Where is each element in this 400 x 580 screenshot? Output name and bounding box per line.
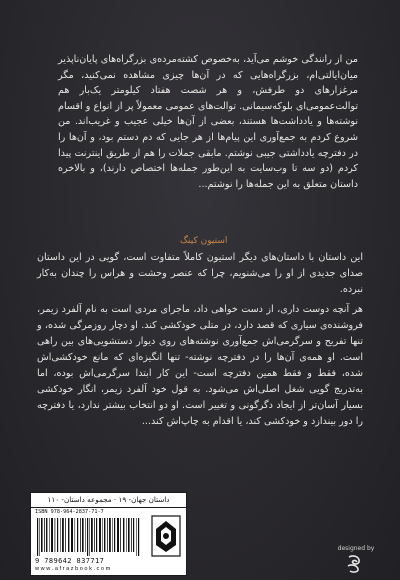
isbn-number: ISBN 978-964-2837-71-7 (35, 509, 104, 515)
author-quote (58, 52, 358, 192)
book-description (37, 250, 363, 434)
barcode-digits: 9 789642 837717 (35, 557, 105, 565)
designed-by-label: designed by (337, 545, 375, 552)
publisher-website: w w w . a f r a z b o o k . c o m (35, 566, 111, 572)
series-info: داستان جهان- ۱۹ · مجموعه داستان- ۱۱۰ (31, 493, 186, 508)
designer-logo-icon (343, 553, 365, 575)
description-paragraph-1: این داستان با داستان‌های دیگر استیون کاملاً متفاوت است، گویی در این داستان صدای جدیدی از او را می‌شنویم، چرا که عنصر وحشت و هراس را چندان به‌کار نبرده. (37, 252, 363, 295)
description-paragraph-2: هر آنچه دوست داری، از دست خواهی داد، ماجرای مردی است به نام آلفرد زیمر، فروشنده‌ی سیاری که قصد دارد، در متلی خودکشی کند. او دچار روزمرگی شده، و تنها تفریح و سرگرمی‌اش جمع‌آوری نوشته‌های روی دیوار دستشویی‌های بین راهی است. او همه‌ی آن‌ها را در دفترچه نوشته- تنها انگیزه‌ای که مانع خودکشی‌اش شده، فقط و فقط همین دفترچه است- این کار ابتدا سرگرمی‌اش بوده، اما به‌تدریج گویی شغل اصلی‌اش می‌شود. به قول خود آلفرد زیمر، انگار خودکشی بسیار آسان‌تر از ایجاد دگرگونی و تغییر است. او دو انتخاب بیشتر ندارد، یا دفترچه را دور بیندازد و خودکشی کند، یا اقدام به چاپ‌اش کند... (37, 304, 363, 427)
author-quote-text: من از رانندگی خوشم می‌آید، به‌خصوص کشته‌مرده‌ی بزرگراه‌های پایان‌ناپذیر میان‌ایالتی‌ام، بزرگراه‌هایی که در آن‌ها چیزی مشاهده نمی‌کنید، مگر مرغزارهای دو طرفش، و هر شصت هفتاد کیلومتر یک‌بار هم توالت‌عمومی‌ای بلوکه‌سیمانی. توالت‌های عمومی معمولاً پر از انواع و اقسام نوشته‌ها و یادداشت‌ها هستند، بعضی از آن‌ها خیلی عجیب و غریب‌اند. من شروع کردم به جمع‌آوری این پیام‌ها از هر جایی که دم دستم بود، و آن‌ها را در دفترچه یادداشتی جیبی نوشتم. مابقی جملات را هم از طریق اینترنت پیدا کردم (دو سه تا وب‌سایت به این‌طور جمله‌ها اختصاص دارند)، و بالاخره داستان متعلق به این جمله‌ها را نوشتم... (58, 54, 358, 190)
barcode-image (35, 518, 147, 556)
publisher-logo-icon (151, 515, 181, 557)
barcode-panel (30, 492, 187, 576)
author-signature: استیون کینگ (180, 236, 228, 246)
